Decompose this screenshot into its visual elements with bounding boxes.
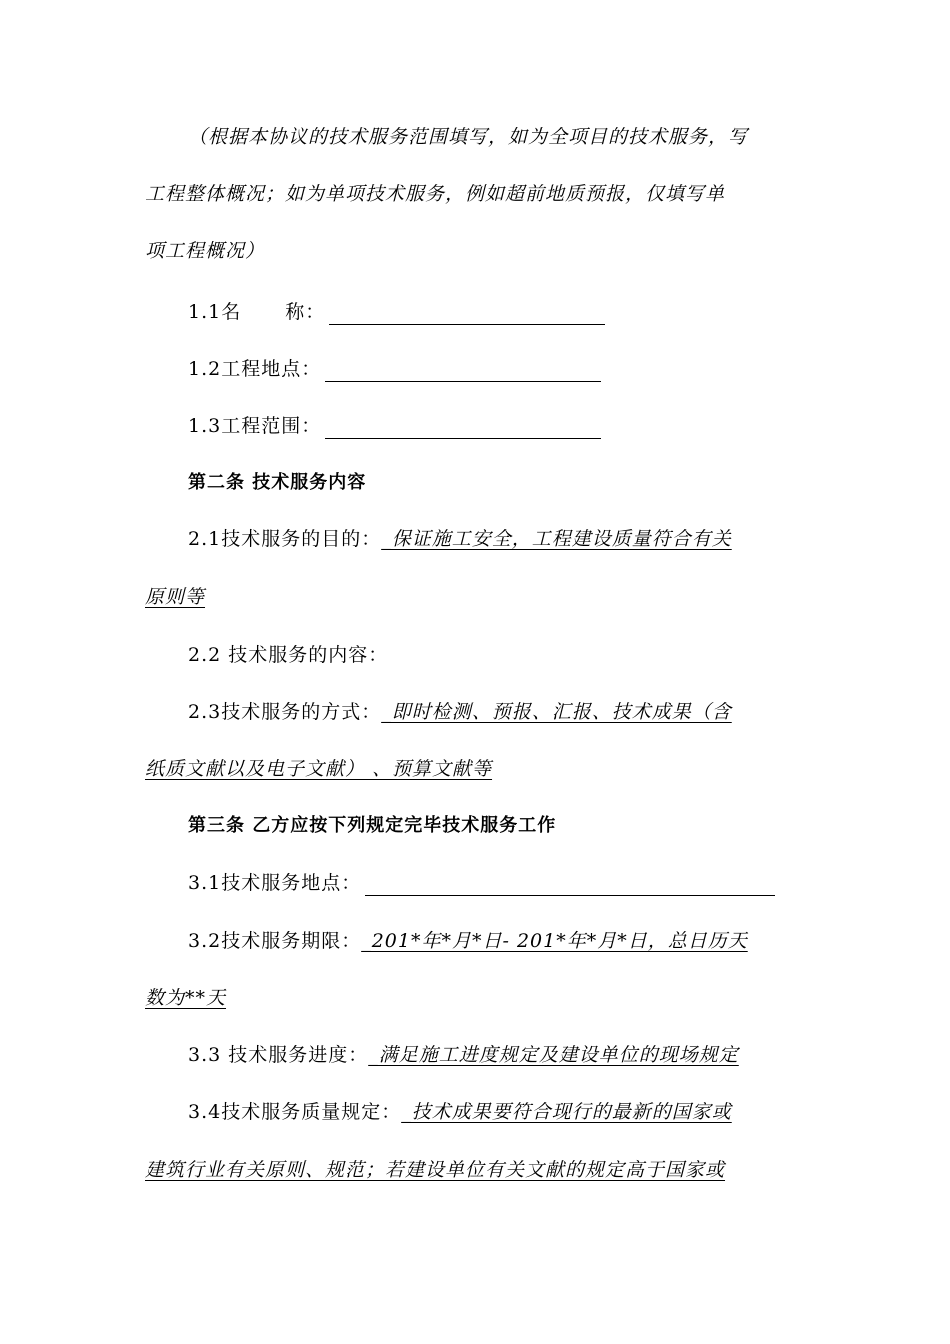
article2-content-row: 2.2 技术服务的内容： [188, 644, 389, 666]
article3-period-row [188, 928, 808, 954]
period-label: 3.2技术服务期限： [188, 930, 362, 952]
period-value-a: _201*年*月*日- 201*年*月*日，总日历天 [361, 930, 748, 952]
article3-place-row [188, 870, 808, 896]
field-location-label: 1.2工程地点： [188, 358, 322, 380]
intro-line-1: （根据本协议的技术服务范围填写，如为全项目的技术服务，写 [188, 126, 749, 148]
article3-quality-cont [145, 1157, 807, 1183]
purpose-label: 2.1技术服务的目的： [188, 528, 382, 550]
place-label: 3.1技术服务地点： [188, 872, 362, 894]
progress-value: _满足施工进度规定及建设单位的现场规定 [368, 1044, 739, 1066]
field-name-label-b: 称： [285, 301, 326, 323]
intro-line-2: 工程整体概况；如为单项技术服务，例如超前地质预报，仅填写单 [145, 183, 726, 205]
intro-line-3: 项工程概况） [145, 240, 266, 262]
quality-label: 3.4技术服务质量规定： [188, 1101, 402, 1123]
method-label: 2.3技术服务的方式： [188, 701, 382, 723]
article2-method-row [188, 699, 808, 725]
article2-purpose-cont [145, 584, 807, 610]
method-value-a: _即时检测、预报、汇报、技术成果（含 [381, 701, 732, 723]
article3-quality-row [188, 1099, 808, 1125]
place-blank[interactable] [365, 875, 775, 896]
article2-heading: 第二条 技术服务内容 [188, 472, 367, 493]
article2-method-cont [145, 756, 807, 782]
method-value-b: 纸质文献以及电子文献） 、预算文献等 [145, 758, 493, 780]
field-location-row [188, 356, 808, 382]
field-scope-blank[interactable] [325, 418, 601, 439]
purpose-value-a: _保证施工安全，工程建设质量符合有关 [381, 528, 732, 550]
article2-purpose-row [188, 526, 808, 552]
field-name-label-a: 1.1名 [188, 301, 242, 323]
field-scope-row [188, 413, 808, 439]
field-scope-label: 1.3工程范围： [188, 415, 322, 437]
quality-value-a: _技术成果要符合现行的最新的国家或 [401, 1101, 732, 1123]
period-value-b: 数为**天 [145, 987, 227, 1009]
article3-period-cont [145, 985, 807, 1011]
purpose-value-b: 原则等 [145, 586, 206, 608]
quality-value-b: 建筑行业有关原则、规范；若建设单位有关文献的规定高于国家或 [145, 1159, 726, 1181]
field-location-blank[interactable] [325, 361, 601, 382]
field-name-row [188, 299, 808, 325]
article3-progress-row [188, 1042, 808, 1068]
article3-heading: 第三条 乙方应按下列规定完毕技术服务工作 [188, 815, 557, 836]
field-name-blank[interactable] [329, 304, 605, 325]
progress-label: 3.3 技术服务进度： [188, 1044, 369, 1066]
